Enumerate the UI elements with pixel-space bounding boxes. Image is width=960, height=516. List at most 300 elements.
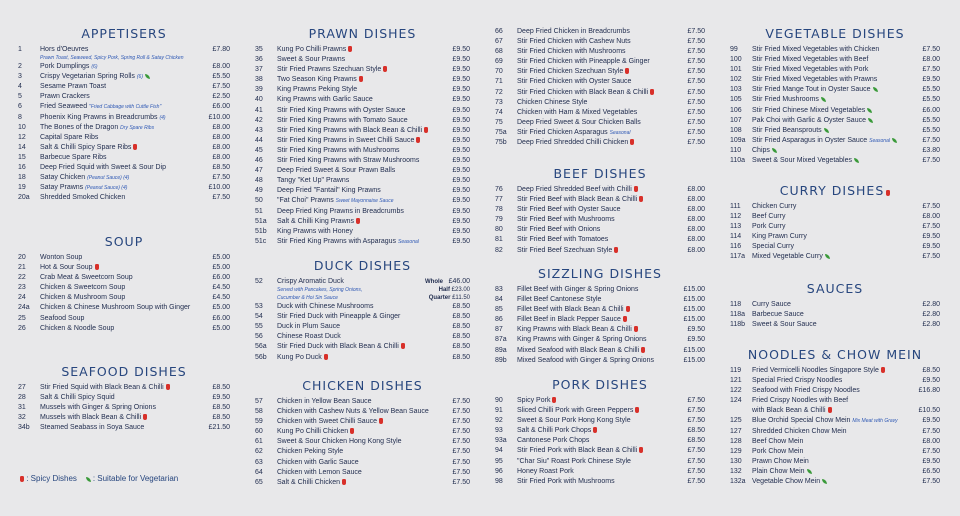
item-name-text: Fillet Beef with Ginger & Spring Onions xyxy=(517,286,639,293)
item-price: £6.00 xyxy=(212,274,230,282)
menu-item xyxy=(495,315,705,325)
item-number: 62 xyxy=(255,448,263,456)
item-number: 75a xyxy=(495,128,507,136)
item-name xyxy=(517,416,681,426)
sauces-section xyxy=(730,281,940,330)
item-name xyxy=(752,386,916,396)
menu-item xyxy=(255,458,470,468)
item-name-text: Salt & Chilli Spicy Squid xyxy=(40,394,115,402)
menu-item xyxy=(255,136,470,146)
item-name xyxy=(517,108,681,118)
item-name xyxy=(752,366,916,376)
item-name xyxy=(752,95,916,105)
item-number: 129 xyxy=(730,447,742,455)
item-name-text: "Fat Choi" Prawns xyxy=(277,197,334,205)
item-price: £7.50 xyxy=(922,447,940,455)
item-name xyxy=(517,457,681,467)
item-name-text: Sweet & Sour Chicken Hong Kong Style xyxy=(277,438,402,446)
menu-item xyxy=(18,123,230,133)
item-name-text: Salt & Chilli Chicken xyxy=(277,478,341,486)
item-number: 75b xyxy=(495,139,507,147)
item-name xyxy=(277,227,446,237)
item-number: 132 xyxy=(730,467,742,475)
item-name-text: Deep Fried Shredded Beef with Chilli xyxy=(517,186,632,193)
menu-item xyxy=(495,195,705,205)
item-price: £8.50 xyxy=(452,353,470,361)
item-number: 79 xyxy=(495,216,503,224)
item-price: £5.50 xyxy=(922,116,940,124)
item-name xyxy=(517,235,681,245)
item-number: 76 xyxy=(495,186,503,193)
menu-item xyxy=(495,335,705,345)
item-price: £8.00 xyxy=(212,123,230,131)
item-name xyxy=(517,128,681,138)
item-name xyxy=(277,312,446,322)
item-number: 112 xyxy=(730,213,742,221)
item-number: 77 xyxy=(495,196,503,204)
menu-item xyxy=(255,95,470,105)
legend-spicy: : Spicy Dishes xyxy=(26,474,77,483)
item-name-text: Wonton Soup xyxy=(40,254,83,261)
item-name-text: Honey Roast Pork xyxy=(517,467,574,475)
item-name-text: Special Curry xyxy=(752,243,795,251)
item-price: £8.50 xyxy=(212,164,230,172)
item-price: £46.00 xyxy=(448,278,470,285)
item-price: £7.50 xyxy=(687,58,705,66)
item-name-text: Duck in Plum Sauce xyxy=(277,323,341,331)
menu-item xyxy=(730,156,940,166)
item-price: £23.00 xyxy=(451,287,470,294)
leaf-icon xyxy=(867,108,872,113)
item-name xyxy=(517,57,681,67)
item-name-text: Mussels with Ginger & Spring Onions xyxy=(40,404,156,412)
item-price: £8.00 xyxy=(212,153,230,161)
menu-item xyxy=(495,235,705,245)
item-note: Seasonal xyxy=(398,238,419,245)
item-name xyxy=(277,437,446,447)
section-title xyxy=(730,183,940,198)
item-name-text: Stir Fried Chicken with Pineapple & Ginger xyxy=(517,58,650,66)
item-number: 82 xyxy=(495,246,503,254)
item-number: 51 xyxy=(255,207,263,215)
item-name-text: Mixed Seafood with Black Bean & Chilli xyxy=(517,346,640,354)
item-number: 20 xyxy=(18,254,26,261)
item-price: £7.50 xyxy=(687,68,705,76)
item-name xyxy=(40,403,206,413)
item-price: £8.50 xyxy=(452,313,470,321)
menu-item xyxy=(730,65,940,75)
item-price: £8.50 xyxy=(922,367,940,374)
item-name xyxy=(517,356,681,366)
item-name xyxy=(40,283,206,293)
item-price: £7.50 xyxy=(452,468,470,476)
leaf-icon xyxy=(772,148,777,153)
portion-label-whole: Whole xyxy=(425,279,443,285)
chili-icon xyxy=(359,76,363,82)
item-number: 27 xyxy=(18,384,26,391)
item-name-text: Salt & Chilli King Prawns xyxy=(277,217,355,225)
leaf-icon xyxy=(821,97,826,102)
chili-icon xyxy=(416,137,420,143)
item-name xyxy=(40,72,206,82)
item-number: 70 xyxy=(495,68,503,76)
chili-icon xyxy=(639,196,643,202)
item-price: £9.50 xyxy=(452,106,470,114)
item-number: 16 xyxy=(18,164,26,172)
item-name xyxy=(277,397,446,407)
chili-icon xyxy=(641,347,645,353)
item-price: £9.50 xyxy=(452,46,470,53)
chili-icon xyxy=(630,139,634,145)
item-name-text: Stir Fried Squid with Black Bean & Chilli xyxy=(40,384,164,391)
item-name-text: Stir Fried Chicken Szechuan Style xyxy=(517,68,624,76)
item-price: £9.50 xyxy=(922,377,940,385)
menu-item xyxy=(255,237,470,247)
item-price: £7.50 xyxy=(922,136,940,144)
item-name xyxy=(277,45,446,55)
item-name xyxy=(277,156,446,166)
chili-icon xyxy=(626,306,630,312)
item-price: £8.50 xyxy=(212,404,230,412)
item-name xyxy=(277,196,446,206)
item-price: £2.50 xyxy=(212,93,230,101)
item-price: £9.50 xyxy=(922,233,940,241)
item-number: 91 xyxy=(495,407,503,415)
item-name-text: Stir Fried Pork with Mushrooms xyxy=(517,477,615,485)
item-price: £8.00 xyxy=(922,437,940,445)
item-price: £7.50 xyxy=(687,108,705,116)
item-price: £7.50 xyxy=(687,98,705,106)
item-name-text: Fried Crispy Noodles with Beef xyxy=(752,397,849,405)
item-price: £9.50 xyxy=(452,146,470,154)
item-number: 78 xyxy=(495,206,503,214)
menu-item xyxy=(255,217,470,227)
item-name-text: Beef Curry xyxy=(752,213,786,221)
item-name-text: Chicken with Sweet Chilli Sauce xyxy=(277,418,377,426)
menu-item xyxy=(255,146,470,156)
item-name-text: Chinese Roast Duck xyxy=(277,333,341,341)
item-number: 1 xyxy=(18,46,22,53)
chili-icon xyxy=(635,407,639,413)
item-price: £7.50 xyxy=(922,46,940,53)
menu-item xyxy=(495,37,705,47)
item-name xyxy=(752,202,916,212)
item-number: 36 xyxy=(255,56,263,64)
item-name xyxy=(517,446,681,456)
item-name-text: Capital Spare Ribs xyxy=(40,133,99,141)
item-name xyxy=(752,467,916,477)
item-number: 6 xyxy=(18,103,22,111)
item-name xyxy=(40,413,206,423)
chili-icon xyxy=(625,68,629,74)
item-name-text: Fried Vermicelli Noodles Singapore Style xyxy=(752,367,879,374)
item-number: 8 xyxy=(18,113,22,121)
item-number: 87a xyxy=(495,336,507,344)
item-name-text: with Black Bean & Chilli xyxy=(752,407,826,415)
item-number: 100 xyxy=(730,56,742,64)
chili-icon xyxy=(350,428,354,434)
menu-item xyxy=(495,138,705,148)
item-number: 117a xyxy=(730,253,746,261)
menu-item xyxy=(255,342,470,352)
item-name-text: King Prawns with Ginger & Spring Onions xyxy=(517,336,647,344)
item-name xyxy=(752,457,916,467)
menu-item xyxy=(255,65,470,75)
item-name-text: Stir Fried Prawns Szechuan Style xyxy=(277,66,382,74)
item-name xyxy=(40,383,206,393)
chili-icon xyxy=(95,264,99,270)
item-price: £5.50 xyxy=(922,86,940,94)
item-price: £8.00 xyxy=(687,196,705,204)
item-number: 71 xyxy=(495,78,503,86)
menu-item xyxy=(495,246,705,256)
menu-item xyxy=(495,27,705,37)
item-number: 124 xyxy=(730,397,742,405)
menu-item xyxy=(18,253,230,263)
item-number: 43 xyxy=(255,126,263,134)
noodles-section xyxy=(730,347,940,487)
menu-item xyxy=(495,356,705,366)
item-price: £8.50 xyxy=(212,384,230,391)
menu-item xyxy=(255,186,470,196)
item-number: 24a xyxy=(18,304,30,312)
item-name xyxy=(277,126,446,136)
item-name-text: Crab Meat & Sweetcorn Soup xyxy=(40,274,133,282)
item-number: 93 xyxy=(495,427,503,435)
item-name-text: Chicken with Ham & Mixed Vegetables xyxy=(517,108,638,116)
menu-item xyxy=(18,92,230,102)
item-number: 63 xyxy=(255,458,263,466)
item-name-text: Barbecue Sauce xyxy=(752,311,804,319)
item-number: 85 xyxy=(495,306,503,314)
item-number: 59 xyxy=(255,418,263,426)
item-name-text: Satay Chicken xyxy=(40,174,86,182)
item-number: 39 xyxy=(255,86,263,94)
item-price: £7.50 xyxy=(922,427,940,435)
item-price: £7.50 xyxy=(922,157,940,165)
item-price: £8.50 xyxy=(452,333,470,341)
item-price: £7.50 xyxy=(452,438,470,446)
item-price: £7.50 xyxy=(922,66,940,74)
menu-item xyxy=(495,47,705,57)
item-name-text: Mussels with Black Bean & Chilli xyxy=(40,414,142,422)
item-name xyxy=(277,237,446,247)
item-price: £8.00 xyxy=(687,206,705,214)
item-name-text: Sweet & Sour Mixed Vegetables xyxy=(752,157,853,165)
menu-item xyxy=(730,252,940,262)
item-price: £2.80 xyxy=(922,301,940,308)
item-name xyxy=(277,186,446,196)
item-number: 132a xyxy=(730,478,746,486)
menu-item xyxy=(730,406,940,416)
item-name xyxy=(517,205,681,215)
menu-item xyxy=(495,436,705,446)
item-price: £8.50 xyxy=(452,323,470,331)
leaf-icon xyxy=(145,74,150,79)
menu-item xyxy=(495,295,705,305)
item-number: 31 xyxy=(18,404,26,412)
item-name-text: Stir Fried Chicken with Mushrooms xyxy=(517,48,626,56)
menu-item xyxy=(18,193,230,203)
item-name-text: Fillet Beef with Black Bean & Chilli xyxy=(517,306,624,314)
menu-item xyxy=(730,396,940,406)
menu-item xyxy=(730,366,940,376)
item-name-text: Deep Fried Sweet & Sour Chicken Balls xyxy=(517,118,641,126)
menu-item xyxy=(18,183,230,193)
item-number: 67 xyxy=(495,38,503,46)
item-name-text: Hot & Sour Soup xyxy=(40,264,93,272)
curry-section xyxy=(730,183,940,263)
menu-item xyxy=(495,457,705,467)
item-number: 32 xyxy=(18,414,26,422)
item-name xyxy=(517,406,681,416)
item-name xyxy=(517,346,681,356)
item-name xyxy=(517,27,681,37)
item-name xyxy=(277,95,446,105)
item-name xyxy=(40,293,206,303)
item-price: £7.50 xyxy=(922,253,940,261)
item-name-text: Chicken Curry xyxy=(752,203,797,210)
item-name-text: Stir Fried Duck with Black Bean & Chilli xyxy=(277,343,399,351)
item-number: 50 xyxy=(255,197,263,205)
item-name-text: "Char Siu" Roast Pork Chinese Style xyxy=(517,457,631,465)
item-price: £7.50 xyxy=(212,174,230,182)
item-price: £7.80 xyxy=(212,46,230,53)
item-name-text: Prawn Crackers xyxy=(40,93,90,101)
item-name-text: Chicken in Yellow Bean Sauce xyxy=(277,398,372,405)
item-name xyxy=(277,417,446,427)
item-price: £15.00 xyxy=(683,316,705,324)
menu-item xyxy=(18,393,230,403)
menu-item xyxy=(495,67,705,77)
item-name-text: Chicken Chinese Style xyxy=(517,98,588,106)
item-price: £11.50 xyxy=(452,294,470,301)
item-note: "Fried Cabbage with Cuttle Fish" xyxy=(89,104,162,111)
seafood-section xyxy=(18,364,230,433)
chili-icon xyxy=(634,326,638,332)
item-price: £9.50 xyxy=(452,76,470,84)
menu-item xyxy=(495,426,705,436)
item-name-text: Deep Fried Shredded Chilli Chicken xyxy=(517,139,629,147)
item-price: £9.50 xyxy=(452,167,470,175)
item-name xyxy=(40,82,206,92)
item-number: 84 xyxy=(495,296,503,304)
item-price: £5.50 xyxy=(212,73,230,81)
item-name xyxy=(40,314,206,324)
item-name-text: Phoenix King Prawns in Breadcrumbs xyxy=(40,113,158,121)
item-price: £7.50 xyxy=(687,139,705,147)
item-number: 52 xyxy=(255,278,263,285)
item-price: £9.50 xyxy=(922,243,940,251)
item-name xyxy=(517,285,681,295)
item-number: 68 xyxy=(495,48,503,56)
item-price: £5.50 xyxy=(922,96,940,104)
item-price: £6.00 xyxy=(212,103,230,111)
menu-item xyxy=(730,232,940,242)
item-name-text: Stir Fried Beansprouts xyxy=(752,126,822,134)
item-name-text: Stir Fried Beef with Black Bean & Chilli xyxy=(517,196,638,204)
item-number: 3 xyxy=(18,73,22,81)
item-number: 118b xyxy=(730,321,746,329)
chili-icon xyxy=(639,447,643,453)
chili-icon xyxy=(650,89,654,95)
section-title: PORK DISHES xyxy=(552,377,648,392)
item-number: 74 xyxy=(495,108,503,116)
item-price: £9.50 xyxy=(452,237,470,245)
item-name xyxy=(752,65,916,75)
item-name-text: Stir Fried King Prawns with Tomato Sauce xyxy=(277,116,408,124)
chili-icon xyxy=(634,186,638,192)
item-price: £5.00 xyxy=(212,254,230,261)
item-name xyxy=(752,85,916,95)
chili-icon xyxy=(828,407,832,413)
chicken-continued-section xyxy=(495,27,705,148)
item-number: 93a xyxy=(495,437,507,445)
item-number: 90 xyxy=(495,397,503,404)
item-name-text: Stir Fried Mushrooms xyxy=(752,96,819,104)
item-note: Dry Spare Ribs xyxy=(120,124,155,131)
item-name-text: King Prawns with Garlic Sauce xyxy=(277,96,373,104)
item-name xyxy=(752,116,916,126)
menu-item xyxy=(495,325,705,335)
item-number: 49 xyxy=(255,187,263,195)
menu-item xyxy=(255,55,470,65)
item-price: £7.50 xyxy=(687,447,705,455)
item-number: 34b xyxy=(18,424,30,432)
item-number: 38 xyxy=(255,76,263,84)
item-price: £8.00 xyxy=(922,213,940,221)
menu-item xyxy=(730,416,940,426)
item-price: £7.50 xyxy=(922,223,940,231)
item-price: £8.00 xyxy=(687,186,705,193)
chili-icon xyxy=(614,247,618,253)
item-price: £8.50 xyxy=(452,343,470,351)
item-price: £8.00 xyxy=(687,236,705,244)
item-name xyxy=(752,320,916,330)
menu-item xyxy=(255,427,470,437)
item-name xyxy=(752,376,916,386)
item-price: £7.50 xyxy=(687,407,705,415)
item-name xyxy=(752,447,916,457)
duck-portion-row xyxy=(255,287,470,295)
item-price: £7.50 xyxy=(452,448,470,456)
item-name-text: King Prawns with Black Bean & Chilli xyxy=(517,326,632,334)
item-number: 65 xyxy=(255,478,263,486)
item-name xyxy=(752,427,916,437)
item-name xyxy=(517,77,681,87)
item-name-text: Spicy Pork xyxy=(517,397,551,404)
item-price: £8.00 xyxy=(922,56,940,64)
item-number: 56a xyxy=(255,343,267,351)
menu-item xyxy=(495,467,705,477)
chili-icon xyxy=(166,384,170,390)
item-name-text: Pork Dumplings xyxy=(40,63,90,71)
item-number: 108 xyxy=(730,126,742,134)
item-price: £7.50 xyxy=(452,428,470,436)
item-number: 15 xyxy=(18,153,26,161)
item-name xyxy=(517,305,681,315)
menu-item xyxy=(18,133,230,143)
item-name xyxy=(517,88,681,98)
item-name xyxy=(752,416,916,426)
item-name xyxy=(752,156,916,166)
item-name xyxy=(517,215,681,225)
item-name-text: Chicken & Mushroom Soup xyxy=(40,294,126,302)
item-number: 4 xyxy=(18,83,22,91)
item-name xyxy=(277,65,446,75)
item-number: 73 xyxy=(495,98,503,106)
item-number: 18 xyxy=(18,174,26,182)
